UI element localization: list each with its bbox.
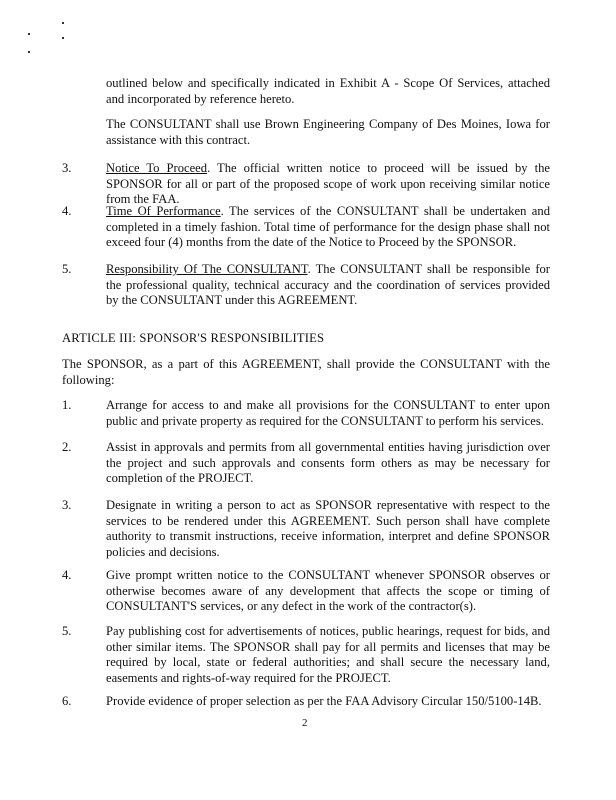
clause-text: . The services of the CONSULTANT shall be undertaken and completed in a timely fashion. Total time of performance for the design phase shall not exceed four (4) months from the date of the Notice to Proceed by the SPONSOR. [106,204,550,249]
item-number: 2. [62,440,72,454]
clause-title: Time Of Performance [106,204,221,218]
scan-mark [28,51,30,53]
clause-number: 4. [62,204,72,218]
sponsor-item [62,694,550,710]
clause-responsibility [62,262,550,309]
scan-mark [62,37,64,39]
clause-notice-to-proceed [62,161,550,208]
clause-time-of-performance [62,204,550,251]
item-number: 5. [62,624,72,638]
item-text: Arrange for access to and make all provisions for the CONSULTANT to enter upon public and private property as required for the CONSULTANT to perform his services. [106,398,550,428]
sponsor-item [62,440,550,487]
sponsor-item [62,624,550,686]
item-text: Designate in writing a person to act as SPONSOR representative with respect to the services to be rendered under this AGREEMENT. Such person shall have complete authority to transmit instructions, receive information, interpret and define SPONSOR policies and decisions. [106,498,550,559]
item-text: Assist in approvals and permits from all governmental entities having jurisdiction over the project and such approvals and consents form others as may be necessary for completion of the PROJECT. [106,440,550,485]
clause-number: 3. [62,161,72,175]
article-intro: The SPONSOR, as a part of this AGREEMENT, shall provide the CONSULTANT with the following: [62,357,550,387]
clause-text: . The CONSULTANT shall be responsible for the professional quality, technical accuracy and the coordination of services provided by the CONSULTANT under this AGREEMENT. [106,262,551,307]
item-number: 3. [62,498,72,512]
scan-mark [28,33,30,35]
item-number: 4. [62,568,72,582]
item-number: 1. [62,398,72,412]
item-text: Provide evidence of proper selection as per the FAA Advisory Circular 150/5100-14B. [106,694,542,708]
scan-mark [62,22,64,24]
article-heading: ARTICLE III: SPONSOR'S RESPONSIBILITIES [62,331,325,345]
sponsor-item [62,398,550,429]
item-number: 6. [62,694,72,708]
paragraph-subconsultant: The CONSULTANT shall use Brown Engineering Company of Des Moines, Iowa for assistance with this contract. [106,117,550,147]
paragraph-scope: outlined below and specifically indicated in Exhibit A - Scope Of Services, attached and incorporated by reference hereto. [106,76,550,106]
clause-number: 5. [62,262,72,276]
sponsor-item [62,498,550,560]
clause-title: Notice To Proceed [106,161,208,175]
item-text: Give prompt written notice to the CONSULTANT whenever SPONSOR observes or otherwise becomes aware of any development that affects the scope or timing of CONSULTANT'S services, or any defect in the work of the contractor(s). [106,568,550,613]
clause-text: . The official written notice to proceed will be issued by the SPONSOR for all or part of the proposed scope of work upon receiving similar notice from the FAA. [106,161,550,206]
sponsor-item [62,568,550,615]
item-text: Pay publishing cost for advertisements of notices, public hearings, request for bids, and other similar items. The SPONSOR shall pay for all permits and licenses that may be required by local, state or federal authorities; and shall secure the necessary land, easements and rights-of-way required for the PROJECT. [106,624,550,685]
page-number: 2 [302,717,308,729]
clause-title: Responsibility Of The CONSULTANT [106,262,308,276]
